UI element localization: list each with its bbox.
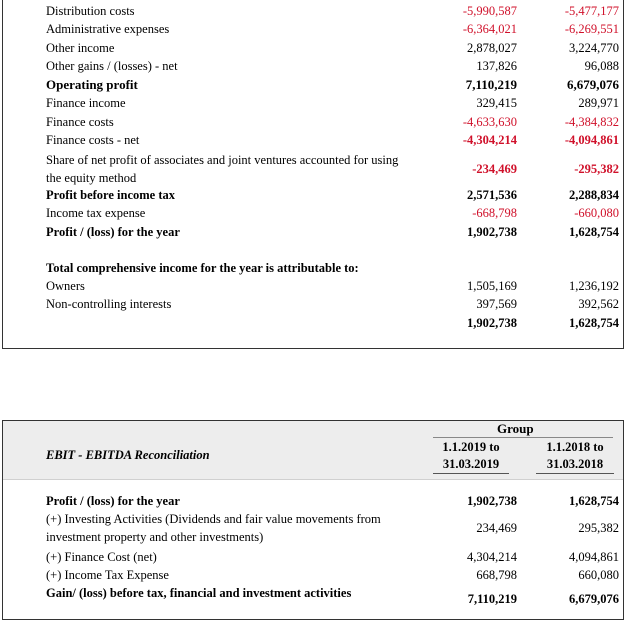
table-header	[3, 421, 623, 480]
value-2018: 96,088	[584, 59, 619, 73]
group-label: Group	[497, 421, 534, 436]
row-label: Profit / (loss) for the year	[46, 494, 180, 508]
row-label: (+) Income Tax Expense	[46, 568, 169, 582]
value-2018: 2,288,834	[569, 188, 619, 202]
value-2018: -4,384,832	[564, 115, 619, 129]
value-2019: -4,633,630	[462, 115, 517, 129]
value-2018: 392,562	[578, 297, 619, 311]
value-2019: -4,304,214	[462, 133, 517, 147]
value-2019: 329,415	[476, 96, 517, 110]
column-2019-header	[431, 439, 511, 473]
value-2018: 1,628,754	[569, 494, 619, 508]
ebitda-reconciliation-panel	[2, 420, 624, 620]
row-label: Profit / (loss) for the year	[46, 225, 180, 239]
value-2019: -5,990,587	[462, 4, 517, 18]
row-label: Profit before income tax	[46, 188, 176, 202]
value-2018: 6,679,076	[567, 77, 619, 92]
row-label: Administrative expenses	[46, 22, 170, 36]
value-2018: 295,382	[578, 521, 619, 535]
row-label: Other income	[46, 41, 115, 55]
row-label: (+) Finance Cost (net)	[46, 550, 157, 564]
row-label: Income tax expense	[46, 206, 146, 220]
value-2018: 289,971	[578, 96, 619, 110]
value-2019: 137,826	[476, 59, 517, 73]
value-2019: 2,571,536	[467, 188, 517, 202]
value-2018: 6,679,076	[569, 592, 619, 606]
row-share-of-associates	[3, 151, 623, 189]
value-2019: 668,798	[476, 568, 517, 582]
value-2019: 234,469	[476, 521, 517, 535]
row-label: Gain/ (loss) before tax, financial and investment activities	[46, 586, 352, 600]
column-2019-from: 1.1.2019 to	[442, 440, 500, 454]
value-2019: 4,304,214	[467, 550, 517, 564]
value-2019: 1,902,738	[467, 494, 517, 508]
value-2019: 2,878,027	[467, 41, 517, 55]
value-2018: 4,094,861	[569, 550, 619, 564]
row-label: Finance income	[46, 96, 126, 110]
value-2019: -668,798	[472, 206, 517, 220]
value-2018: 660,080	[578, 568, 619, 582]
column-2018-from: 1.1.2018 to	[546, 440, 604, 454]
value-2018: -6,269,551	[564, 22, 619, 36]
value-2019: 1,505,169	[467, 279, 517, 293]
column-2018-underline	[536, 473, 614, 474]
attributable-title: Total comprehensive income for the year is attributable to:	[46, 261, 359, 275]
column-2018-to: 31.03.2018	[546, 457, 604, 471]
row-label: Non-controlling interests	[46, 297, 172, 311]
value-2019: 1,902,738	[467, 316, 517, 330]
value-2019: -6,364,021	[462, 22, 517, 36]
value-2018: 1,628,754	[569, 225, 619, 239]
value-2019: 7,110,219	[465, 77, 517, 92]
value-2018: 1,628,754	[569, 316, 619, 330]
ebitda-row-investing	[3, 510, 623, 548]
row-label: Finance costs - net	[46, 133, 140, 147]
value-2019: 397,569	[476, 297, 517, 311]
value-2018: -4,094,861	[564, 133, 619, 147]
table-title: EBIT - EBITDA Reconciliation	[46, 448, 210, 462]
value-2019: 7,110,219	[467, 592, 517, 606]
value-2018: -660,080	[574, 206, 619, 220]
column-2019-to: 31.03.2019	[442, 457, 500, 471]
row-label: Share of net profit of associates and joint ventures accounted for using the equity method	[46, 153, 399, 185]
row-label: (+) Investing Activities (Dividends and fair value movements from investment property and other investments)	[46, 512, 381, 544]
value-2018: -5,477,177	[564, 4, 619, 18]
row-label: Other gains / (losses) - net	[46, 59, 178, 73]
row-label: Owners	[46, 279, 85, 293]
group-underline	[433, 437, 613, 438]
row-label: Distribution costs	[46, 4, 135, 18]
row-label: Finance costs	[46, 115, 114, 129]
value-2018: 1,236,192	[569, 279, 619, 293]
value-2019: 1,902,738	[467, 225, 517, 239]
row-label: Operating profit	[46, 77, 138, 92]
column-2018-header	[534, 439, 616, 473]
income-statement-panel	[2, 0, 624, 349]
value-2019: -234,469	[472, 162, 517, 176]
value-2018: 3,224,770	[569, 41, 619, 55]
value-2018: -295,382	[574, 162, 619, 176]
column-2019-underline	[433, 473, 509, 474]
